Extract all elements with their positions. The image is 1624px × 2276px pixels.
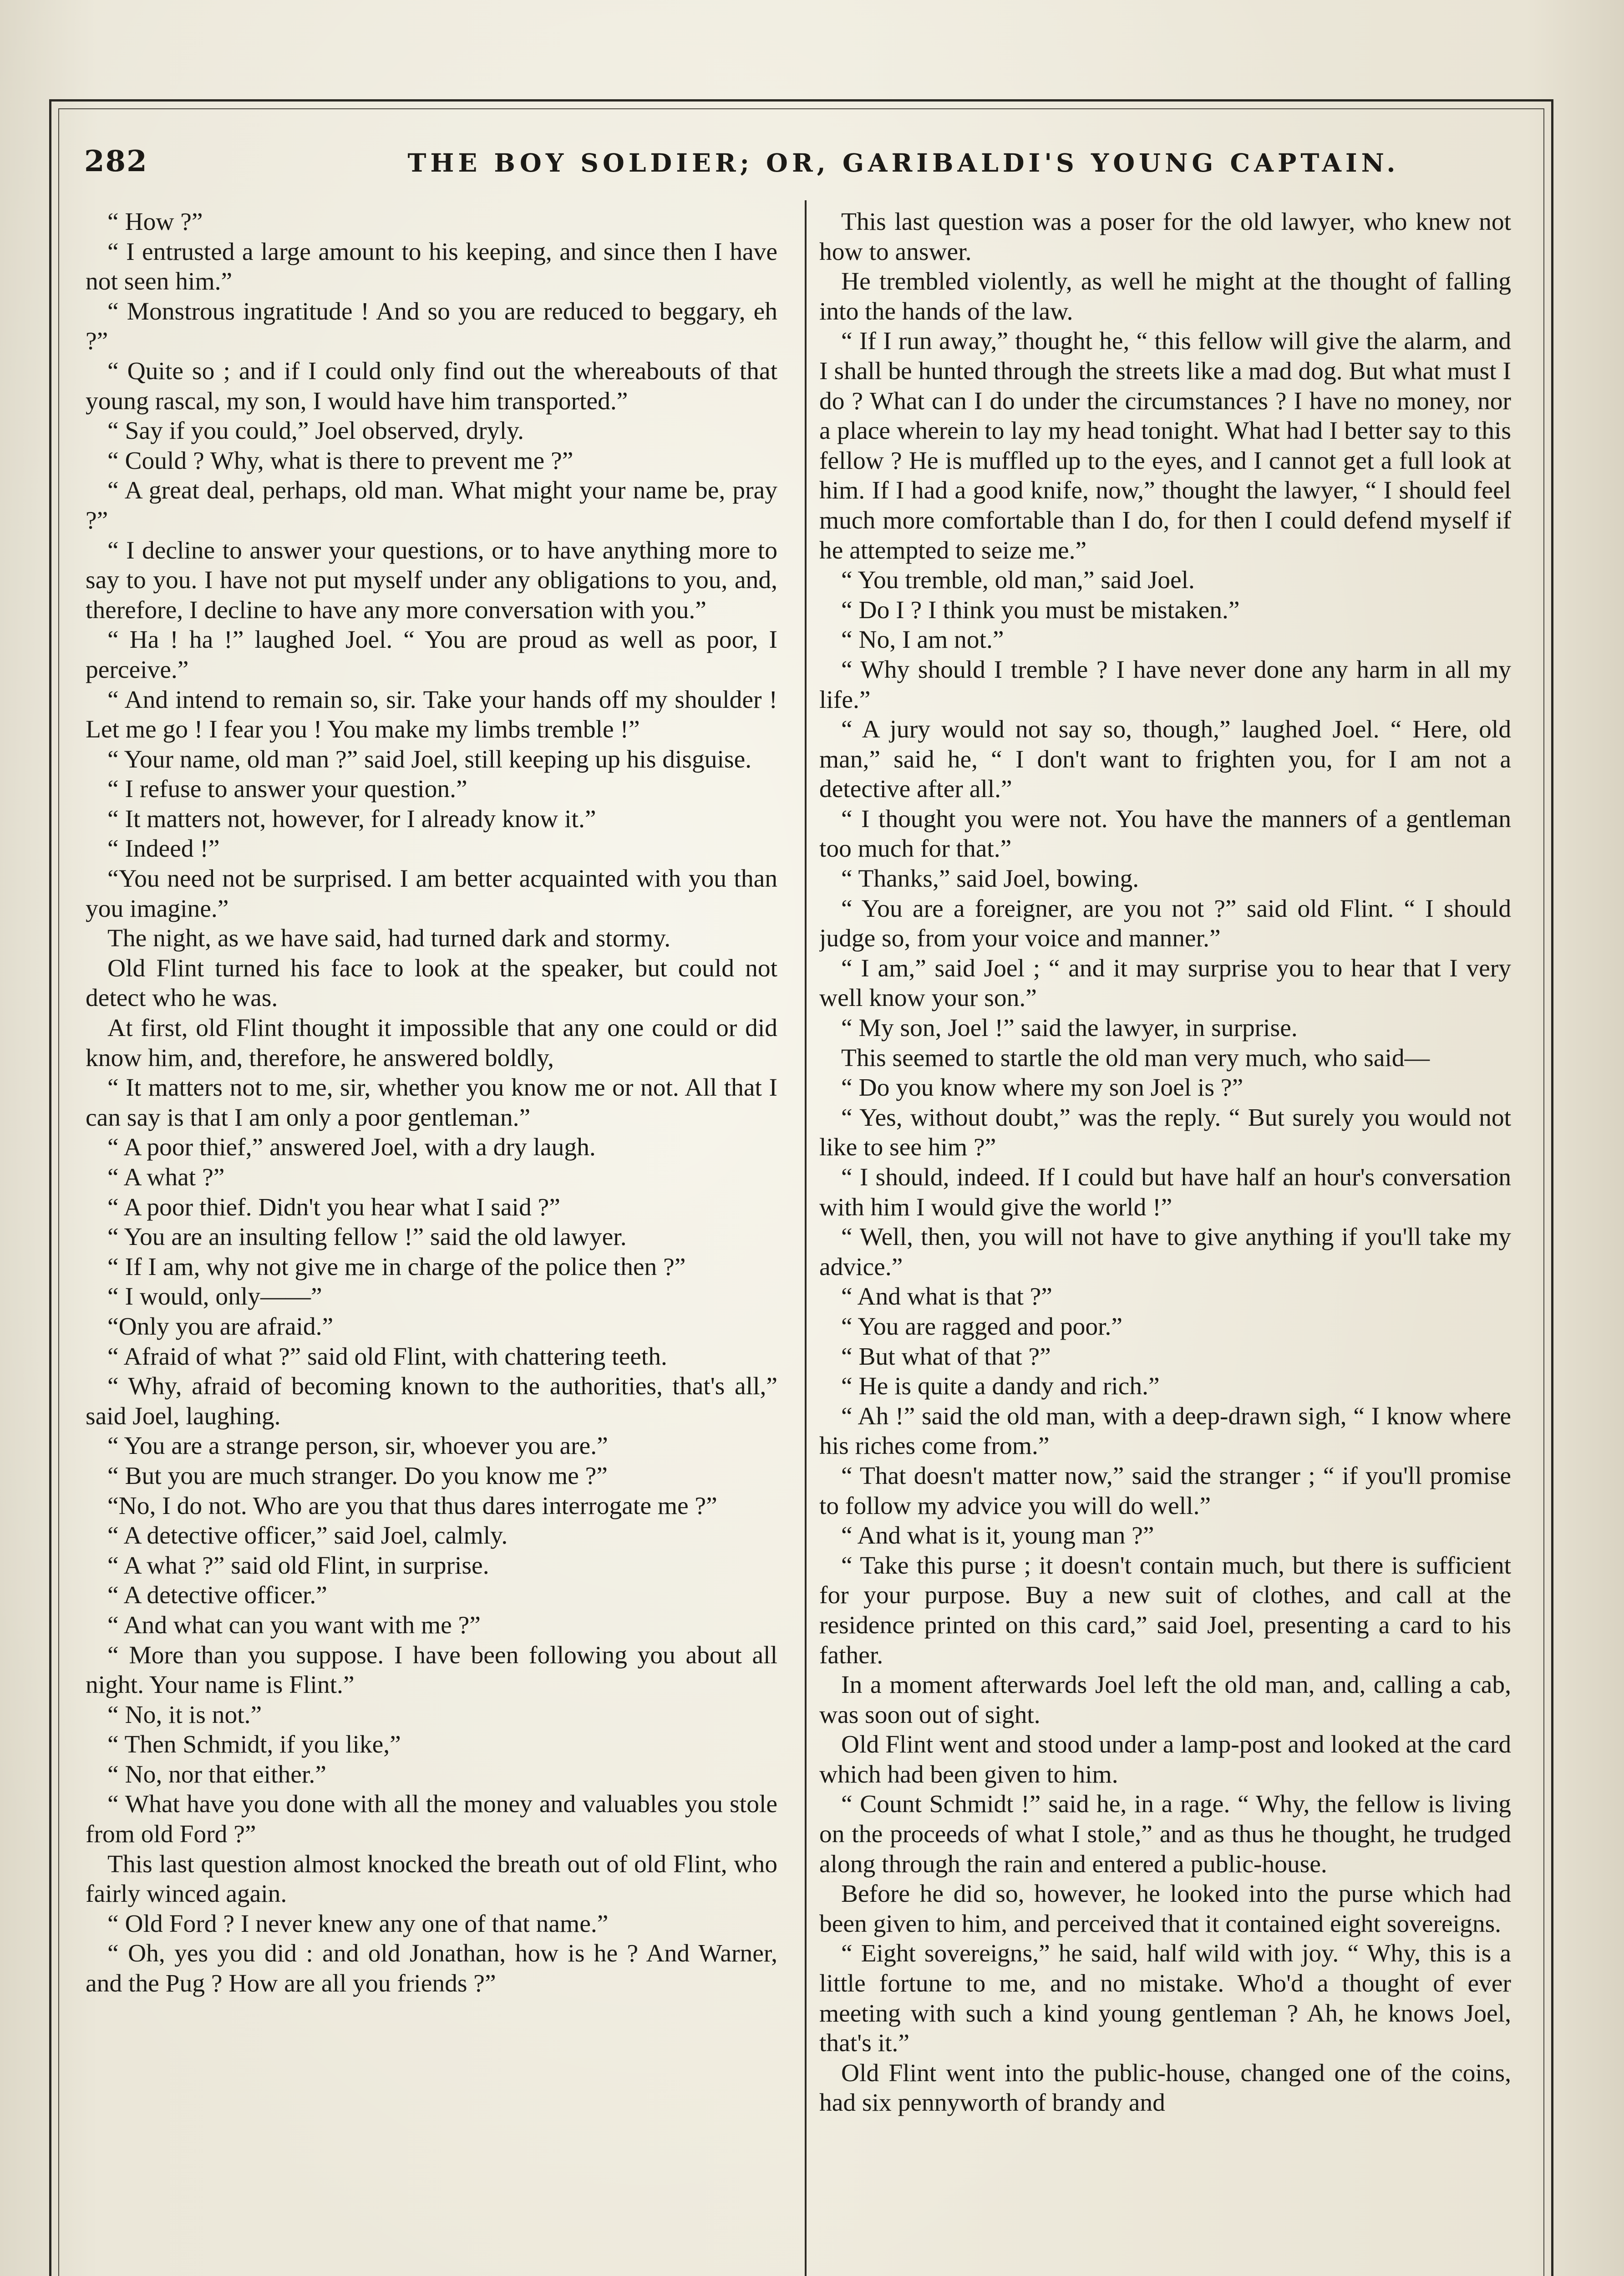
paragraph: “ No, I am not.”	[841, 626, 1004, 654]
paragraph: “ Why should I tremble ? I have never done any harm in all my life.”	[819, 655, 1511, 714]
paragraph: The night, as we have said, had turned dark and stormy.	[107, 925, 671, 953]
paragraph: “ A detective officer.”	[107, 1581, 327, 1610]
paragraph: “Only you are afraid.”	[107, 1312, 334, 1341]
paragraph: “ You are an insulting fellow !” said the old lawyer.	[107, 1223, 627, 1251]
paragraph: “ If I run away,” thought he, “ this fellow will give the alarm, and I shall be hunted through the streets like a mad dog. But what must I do ? What can I do under the circumstances ? I have no money, nor a place wherein to lay my head tonight. What had I better say to this fellow ? He is muffled up to the eyes, and I cannot get a full look at him. If I had a good knife, now,” thought the lawyer, “ I should feel much more comfortable than I do, for then I could defend myself if he attempted to seize me.”	[819, 327, 1511, 564]
paragraph: “ Afraid of what ?” said old Flint, with chattering teeth.	[107, 1342, 667, 1371]
paragraph: “ I should, indeed. If I could but have half an hour's conversation with him I would give the world !”	[819, 1163, 1511, 1221]
paragraph: Before he did so, however, he looked into the purse which had been given to him, and perceived that it contained eight sovereigns.	[819, 1880, 1511, 1938]
paragraph: “ Quite so ; and if I could only find out the whereabouts of that young rascal, my son, I would have him transported.”	[86, 357, 777, 415]
paragraph: “ You are a strange person, sir, whoever you are.”	[107, 1432, 608, 1460]
paragraph: “ A detective officer,” said Joel, calmly.	[107, 1522, 508, 1550]
right-column	[819, 207, 1511, 2276]
paragraph: Old Flint turned his face to look at the speaker, but could not detect who he was.	[86, 954, 777, 1012]
paragraph: “ No, nor that either.”	[107, 1760, 326, 1788]
paragraph: “ But you are much stranger. Do you know me ?”	[107, 1462, 608, 1490]
paragraph: “ More than you suppose. I have been following you about all night. Your name is Flint.”	[86, 1641, 777, 1699]
column-rule	[805, 200, 807, 2276]
paragraph: “ Ha ! ha !” laughed Joel. “ You are proud as well as poor, I perceive.”	[86, 626, 777, 684]
paragraph: “ How ?”	[107, 208, 203, 236]
paragraph: “ And what is it, young man ?”	[841, 1522, 1154, 1550]
paragraph: “ And what is that ?”	[841, 1283, 1052, 1311]
paragraph: “ It matters not, however, for I already know it.”	[107, 805, 596, 833]
paragraph: “ Thanks,” said Joel, bowing.	[841, 865, 1139, 893]
paragraph: “ Do you know where my son Joel is ?”	[841, 1074, 1243, 1102]
paragraph: “ A great deal, perhaps, old man. What might your name be, pray ?”	[86, 477, 777, 534]
paragraph: “ Oh, yes you did : and old Jonathan, how is he ? And Warner, and the Pug ? How are all you friends ?”	[86, 1940, 777, 1998]
left-column	[86, 207, 777, 2276]
paragraph: “ Your name, old man ?” said Joel, still keeping up his disguise.	[107, 745, 752, 773]
paragraph: “ A jury would not say so, though,” laughed Joel. “ Here, old man,” said he, “ I don't want to frighten you, for I am not a detective after all.”	[819, 716, 1511, 803]
paragraph: This last question was a poser for the old lawyer, who knew not how to answer.	[819, 208, 1511, 266]
paragraph: “ Ah !” said the old man, with a deep-drawn sigh, “ I know where his riches come from.”	[819, 1402, 1511, 1460]
paragraph: He trembled violently, as well he might at the thought of falling into the hands of the law.	[819, 268, 1511, 325]
paragraph: “ He is quite a dandy and rich.”	[841, 1372, 1160, 1401]
paragraph: “You need not be surprised. I am better acquainted with you than you imagine.”	[86, 865, 777, 923]
paragraph: “ A what ?” said old Flint, in surprise.	[107, 1551, 489, 1580]
paragraph: “ Yes, without doubt,” was the reply. “ But surely you would not like to see him ?”	[819, 1103, 1511, 1162]
paragraph: “ Indeed !”	[107, 835, 220, 863]
paragraph: “ I entrusted a large amount to his keeping, and since then I have not seen him.”	[86, 238, 777, 296]
paragraph: “ That doesn't matter now,” said the stranger ; “ if you'll promise to follow my advice you will do well.”	[819, 1462, 1511, 1520]
paragraph: “ Why, afraid of becoming known to the authorities, that's all,” said Joel, laughing.	[86, 1372, 777, 1430]
paragraph: “ If I am, why not give me in charge of the police then ?”	[107, 1253, 686, 1281]
paragraph: “ Monstrous ingratitude ! And so you are reduced to beggary, eh ?”	[86, 297, 777, 356]
paragraph: “ You are a foreigner, are you not ?” said old Flint. “ I should judge so, from your voice and manner.”	[819, 894, 1511, 953]
paragraph: “ Old Ford ? I never knew any one of that name.”	[107, 1910, 609, 1938]
paragraph: This last question almost knocked the breath out of old Flint, who fairly winced again.	[86, 1850, 777, 1908]
paragraph: “ No, it is not.”	[107, 1701, 262, 1729]
paragraph: This seemed to startle the old man very much, who said—	[841, 1044, 1430, 1072]
paragraph: “ I am,” said Joel ; “ and it may surprise you to hear that I very well know your son.”	[819, 954, 1511, 1012]
paragraph: “ You are ragged and poor.”	[841, 1312, 1123, 1341]
paragraph: “ I refuse to answer your question.”	[107, 775, 467, 803]
paragraph: “ My son, Joel !” said the lawyer, in surprise.	[841, 1014, 1298, 1042]
page-number: 282	[84, 144, 148, 178]
paragraph: “ I thought you were not. You have the manners of a gentleman too much for that.”	[819, 805, 1511, 863]
running-title: THE BOY SOLDIER; OR, GARIBALDI'S YOUNG CAPTAIN.	[407, 148, 1400, 178]
paragraph: In a moment afterwards Joel left the old man, and, calling a cab, was soon out of sight.	[819, 1671, 1511, 1729]
paragraph: At first, old Flint thought it impossible that any one could or did know him, and, therefore, he answered boldly,	[86, 1014, 777, 1072]
page-header	[84, 139, 1522, 189]
paragraph: “ I would, only——”	[107, 1283, 322, 1311]
paragraph: Old Flint went and stood under a lamp-post and looked at the card which had been given to him.	[819, 1731, 1511, 1788]
paragraph: “ Then Schmidt, if you like,”	[107, 1731, 401, 1759]
paragraph: “ A what ?”	[107, 1163, 225, 1191]
paragraph: “ What have you done with all the money and valuables you stole from old Ford ?”	[86, 1790, 777, 1849]
paragraph: “ It matters not to me, sir, whether you know me or not. All that I can say is that I am only a poor gentleman.”	[86, 1074, 777, 1132]
paragraph: “No, I do not. Who are you that thus dares interrogate me ?”	[107, 1492, 717, 1520]
paragraph: “ But what of that ?”	[841, 1342, 1051, 1371]
paragraph: “ I decline to answer your questions, or to have anything more to say to you. I have not put myself under any obligations to you, and, therefore, I decline to have any more conversation with you.”	[86, 536, 777, 624]
paragraph: “ Count Schmidt !” said he, in a rage. “ Why, the fellow is living on the proceeds of what I stole,” and as thus he thought, he trudged along through the rain and entered a public-house.	[819, 1790, 1511, 1878]
paragraph: “ A poor thief. Didn't you hear what I said ?”	[107, 1193, 560, 1221]
paragraph: “ Eight sovereigns,” he said, half wild with joy. “ Why, this is a little fortune to me, and no mistake. Who'd a thought of ever meeting with such a kind young gentleman ? Ah, he knows Joel, that's it.”	[819, 1940, 1511, 2058]
paragraph: “ A poor thief,” answered Joel, with a dry laugh.	[107, 1133, 596, 1162]
paragraph: “ Take this purse ; it doesn't contain much, but there is sufficient for your purpose. Buy a new suit of clothes, and call at the residence printed on this card,” said Joel, presenting a card to his father.	[819, 1551, 1511, 1669]
paragraph: “ And intend to remain so, sir. Take your hands off my shoulder ! Let me go ! I fear you ! You make my limbs tremble !”	[86, 686, 777, 744]
paragraph: “ Do I ? I think you must be mistaken.”	[841, 596, 1240, 624]
paragraph: “ Say if you could,” Joel observed, dryly.	[107, 417, 524, 445]
paragraph: “ And what can you want with me ?”	[107, 1611, 481, 1639]
paragraph: Old Flint went into the public-house, changed one of the coins, had six pennyworth of brandy and	[819, 2059, 1511, 2117]
paragraph: “ Well, then, you will not have to give anything if you'll take my advice.”	[819, 1223, 1511, 1281]
paragraph: “ You tremble, old man,” said Joel.	[841, 566, 1195, 594]
paragraph: “ Could ? Why, what is there to prevent me ?”	[107, 447, 573, 475]
